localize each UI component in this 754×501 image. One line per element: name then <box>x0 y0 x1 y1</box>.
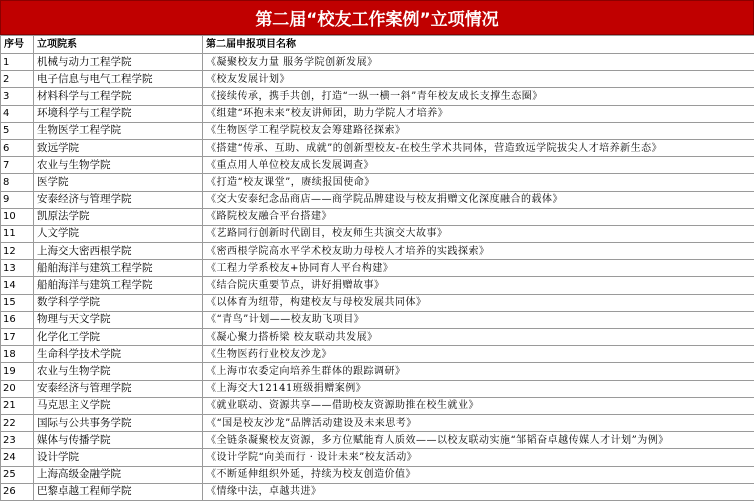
row-number[interactable]: 4 <box>1 105 34 122</box>
row-number[interactable]: 14 <box>1 277 34 294</box>
row-project[interactable]: 《生物医学工程学院校友会筹建路径探索》 <box>203 122 754 139</box>
row-number[interactable]: 23 <box>1 432 34 449</box>
row-project[interactable]: 《交大安泰纪念品商店——商学院品牌建设与校友捐赠文化深度融合的载体》 <box>203 191 754 208</box>
row-project[interactable]: 《就业联动、资源共享——借助校友资源助推在校生就业》 <box>203 397 754 414</box>
row-project[interactable]: 《结合院庆重要节点，讲好捐赠故事》 <box>203 277 754 294</box>
row-department[interactable]: 船舶海洋与建筑工程学院 <box>34 260 203 277</box>
row-number[interactable]: 1 <box>1 54 34 71</box>
table-row <box>1 294 754 311</box>
table-row <box>1 139 754 156</box>
table-row <box>1 191 754 208</box>
row-department[interactable]: 致远学院 <box>34 139 203 156</box>
header-dept[interactable]: 立项院系 <box>34 36 203 54</box>
row-number[interactable]: 19 <box>1 363 34 380</box>
table-row <box>1 346 754 363</box>
row-project[interactable]: 《搭建“传承、互助、成就”的创新型校友-在校生学术共同体，营造致远学院拔尖人才培养新生态》 <box>203 139 754 156</box>
row-department[interactable]: 人文学院 <box>34 225 203 242</box>
row-number[interactable]: 26 <box>1 483 34 500</box>
row-project[interactable]: 《艺路同行创新时代剧目，校友师生共演交大故事》 <box>203 225 754 242</box>
row-project[interactable]: 《打造“校友课堂”，赓续报国使命》 <box>203 174 754 191</box>
table-row <box>1 122 754 139</box>
row-project[interactable]: 《组建“环抱未来”校友讲师团，助力学院人才培养》 <box>203 105 754 122</box>
row-number[interactable]: 16 <box>1 311 34 328</box>
row-number[interactable]: 3 <box>1 88 34 105</box>
row-number[interactable]: 24 <box>1 449 34 466</box>
row-number[interactable]: 17 <box>1 329 34 346</box>
row-project[interactable]: 《全链条凝聚校友资源，多方位赋能育人质效——以校友联动实施“邹韬奋卓越传媒人才计划”为例》 <box>203 432 754 449</box>
table-row <box>1 208 754 225</box>
table-body <box>1 54 754 501</box>
row-project[interactable]: 《不断延伸组织外延，持续为校友创造价值》 <box>203 466 754 483</box>
header-project[interactable]: 第二届申报项目名称 <box>203 36 754 54</box>
row-department[interactable]: 船舶海洋与建筑工程学院 <box>34 277 203 294</box>
table-row <box>1 105 754 122</box>
table-row <box>1 277 754 294</box>
row-number[interactable]: 11 <box>1 225 34 242</box>
header-no[interactable]: 序号 <box>1 36 34 54</box>
row-department[interactable]: 化学化工学院 <box>34 329 203 346</box>
row-department[interactable]: 环境科学与工程学院 <box>34 105 203 122</box>
row-project[interactable]: 《以体育为纽带，构建校友与母校发展共同体》 <box>203 294 754 311</box>
row-department[interactable]: 电子信息与电气工程学院 <box>34 71 203 88</box>
table-row <box>1 260 754 277</box>
row-project[interactable]: 《校友发展计划》 <box>203 71 754 88</box>
row-number[interactable]: 25 <box>1 466 34 483</box>
row-number[interactable]: 13 <box>1 260 34 277</box>
row-project[interactable]: 《“国是校友沙龙”品牌活动建设及未来思考》 <box>203 414 754 431</box>
row-project[interactable]: 《“青鸟”计划——校友助飞项目》 <box>203 311 754 328</box>
row-number[interactable]: 15 <box>1 294 34 311</box>
row-project[interactable]: 《路院校友融合平台搭建》 <box>203 208 754 225</box>
row-number[interactable]: 6 <box>1 139 34 156</box>
row-department[interactable]: 马克思主义学院 <box>34 397 203 414</box>
row-project[interactable]: 《密西根学院高水平学术校友助力母校人才培养的实践探索》 <box>203 243 754 260</box>
row-project[interactable]: 《工程力学系校友+协同育人平台构建》 <box>203 260 754 277</box>
row-department[interactable]: 国际与公共事务学院 <box>34 414 203 431</box>
header-row <box>1 36 754 54</box>
row-department[interactable]: 上海交大密西根学院 <box>34 243 203 260</box>
row-number[interactable]: 9 <box>1 191 34 208</box>
row-number[interactable]: 21 <box>1 397 34 414</box>
table-row <box>1 363 754 380</box>
row-project[interactable]: 《上海市农委定向培养生群体的跟踪调研》 <box>203 363 754 380</box>
table-row <box>1 414 754 431</box>
row-project[interactable]: 《重点用人单位校友成长发展调查》 <box>203 157 754 174</box>
row-number[interactable]: 20 <box>1 380 34 397</box>
row-department[interactable]: 农业与生物学院 <box>34 157 203 174</box>
row-department[interactable]: 农业与生物学院 <box>34 363 203 380</box>
table-row <box>1 432 754 449</box>
row-department[interactable]: 机械与动力工程学院 <box>34 54 203 71</box>
row-department[interactable]: 物理与天文学院 <box>34 311 203 328</box>
table-row <box>1 311 754 328</box>
sheet-title: 第二届“校友工作案例”立项情况 <box>0 0 754 35</box>
row-project[interactable]: 《上海交大12141班级捐赠案例》 <box>203 380 754 397</box>
row-department[interactable]: 材料科学与工程学院 <box>34 88 203 105</box>
table-row <box>1 71 754 88</box>
row-project[interactable]: 《凝聚校友力量 服务学院创新发展》 <box>203 54 754 71</box>
table-row <box>1 243 754 260</box>
row-number[interactable]: 22 <box>1 414 34 431</box>
table-row <box>1 483 754 500</box>
row-number[interactable]: 7 <box>1 157 34 174</box>
row-department[interactable]: 上海高级金融学院 <box>34 466 203 483</box>
row-number[interactable]: 12 <box>1 243 34 260</box>
table-row <box>1 380 754 397</box>
row-number[interactable]: 18 <box>1 346 34 363</box>
row-department[interactable]: 巴黎卓越工程师学院 <box>34 483 203 500</box>
row-department[interactable]: 设计学院 <box>34 449 203 466</box>
row-project[interactable]: 《凝心聚力搭桥梁 校友联动共发展》 <box>203 329 754 346</box>
row-department[interactable]: 数学科学学院 <box>34 294 203 311</box>
table-row <box>1 174 754 191</box>
row-department[interactable]: 安泰经济与管理学院 <box>34 191 203 208</box>
row-number[interactable]: 10 <box>1 208 34 225</box>
row-department[interactable]: 媒体与传播学院 <box>34 432 203 449</box>
row-project[interactable]: 《设计学院“向美而行 · 设计未来”校友活动》 <box>203 449 754 466</box>
row-department[interactable]: 生命科学技术学院 <box>34 346 203 363</box>
row-department[interactable]: 医学院 <box>34 174 203 191</box>
table-row <box>1 54 754 71</box>
row-number[interactable]: 5 <box>1 122 34 139</box>
table-row <box>1 397 754 414</box>
row-number[interactable]: 8 <box>1 174 34 191</box>
table-row <box>1 329 754 346</box>
row-project[interactable]: 《生物医药行业校友沙龙》 <box>203 346 754 363</box>
table-row <box>1 88 754 105</box>
table-row <box>1 225 754 242</box>
project-table <box>0 35 754 501</box>
row-department[interactable]: 生物医学工程学院 <box>34 122 203 139</box>
table-row <box>1 466 754 483</box>
row-project[interactable]: 《接续传承，携手共创，打造“一纵一横一斜”青年校友成长支撑生态圈》 <box>203 88 754 105</box>
table-row <box>1 157 754 174</box>
table-row <box>1 449 754 466</box>
row-project[interactable]: 《情缘中法，卓越共进》 <box>203 483 754 500</box>
row-number[interactable]: 2 <box>1 71 34 88</box>
row-department[interactable]: 安泰经济与管理学院 <box>34 380 203 397</box>
row-department[interactable]: 凯原法学院 <box>34 208 203 225</box>
